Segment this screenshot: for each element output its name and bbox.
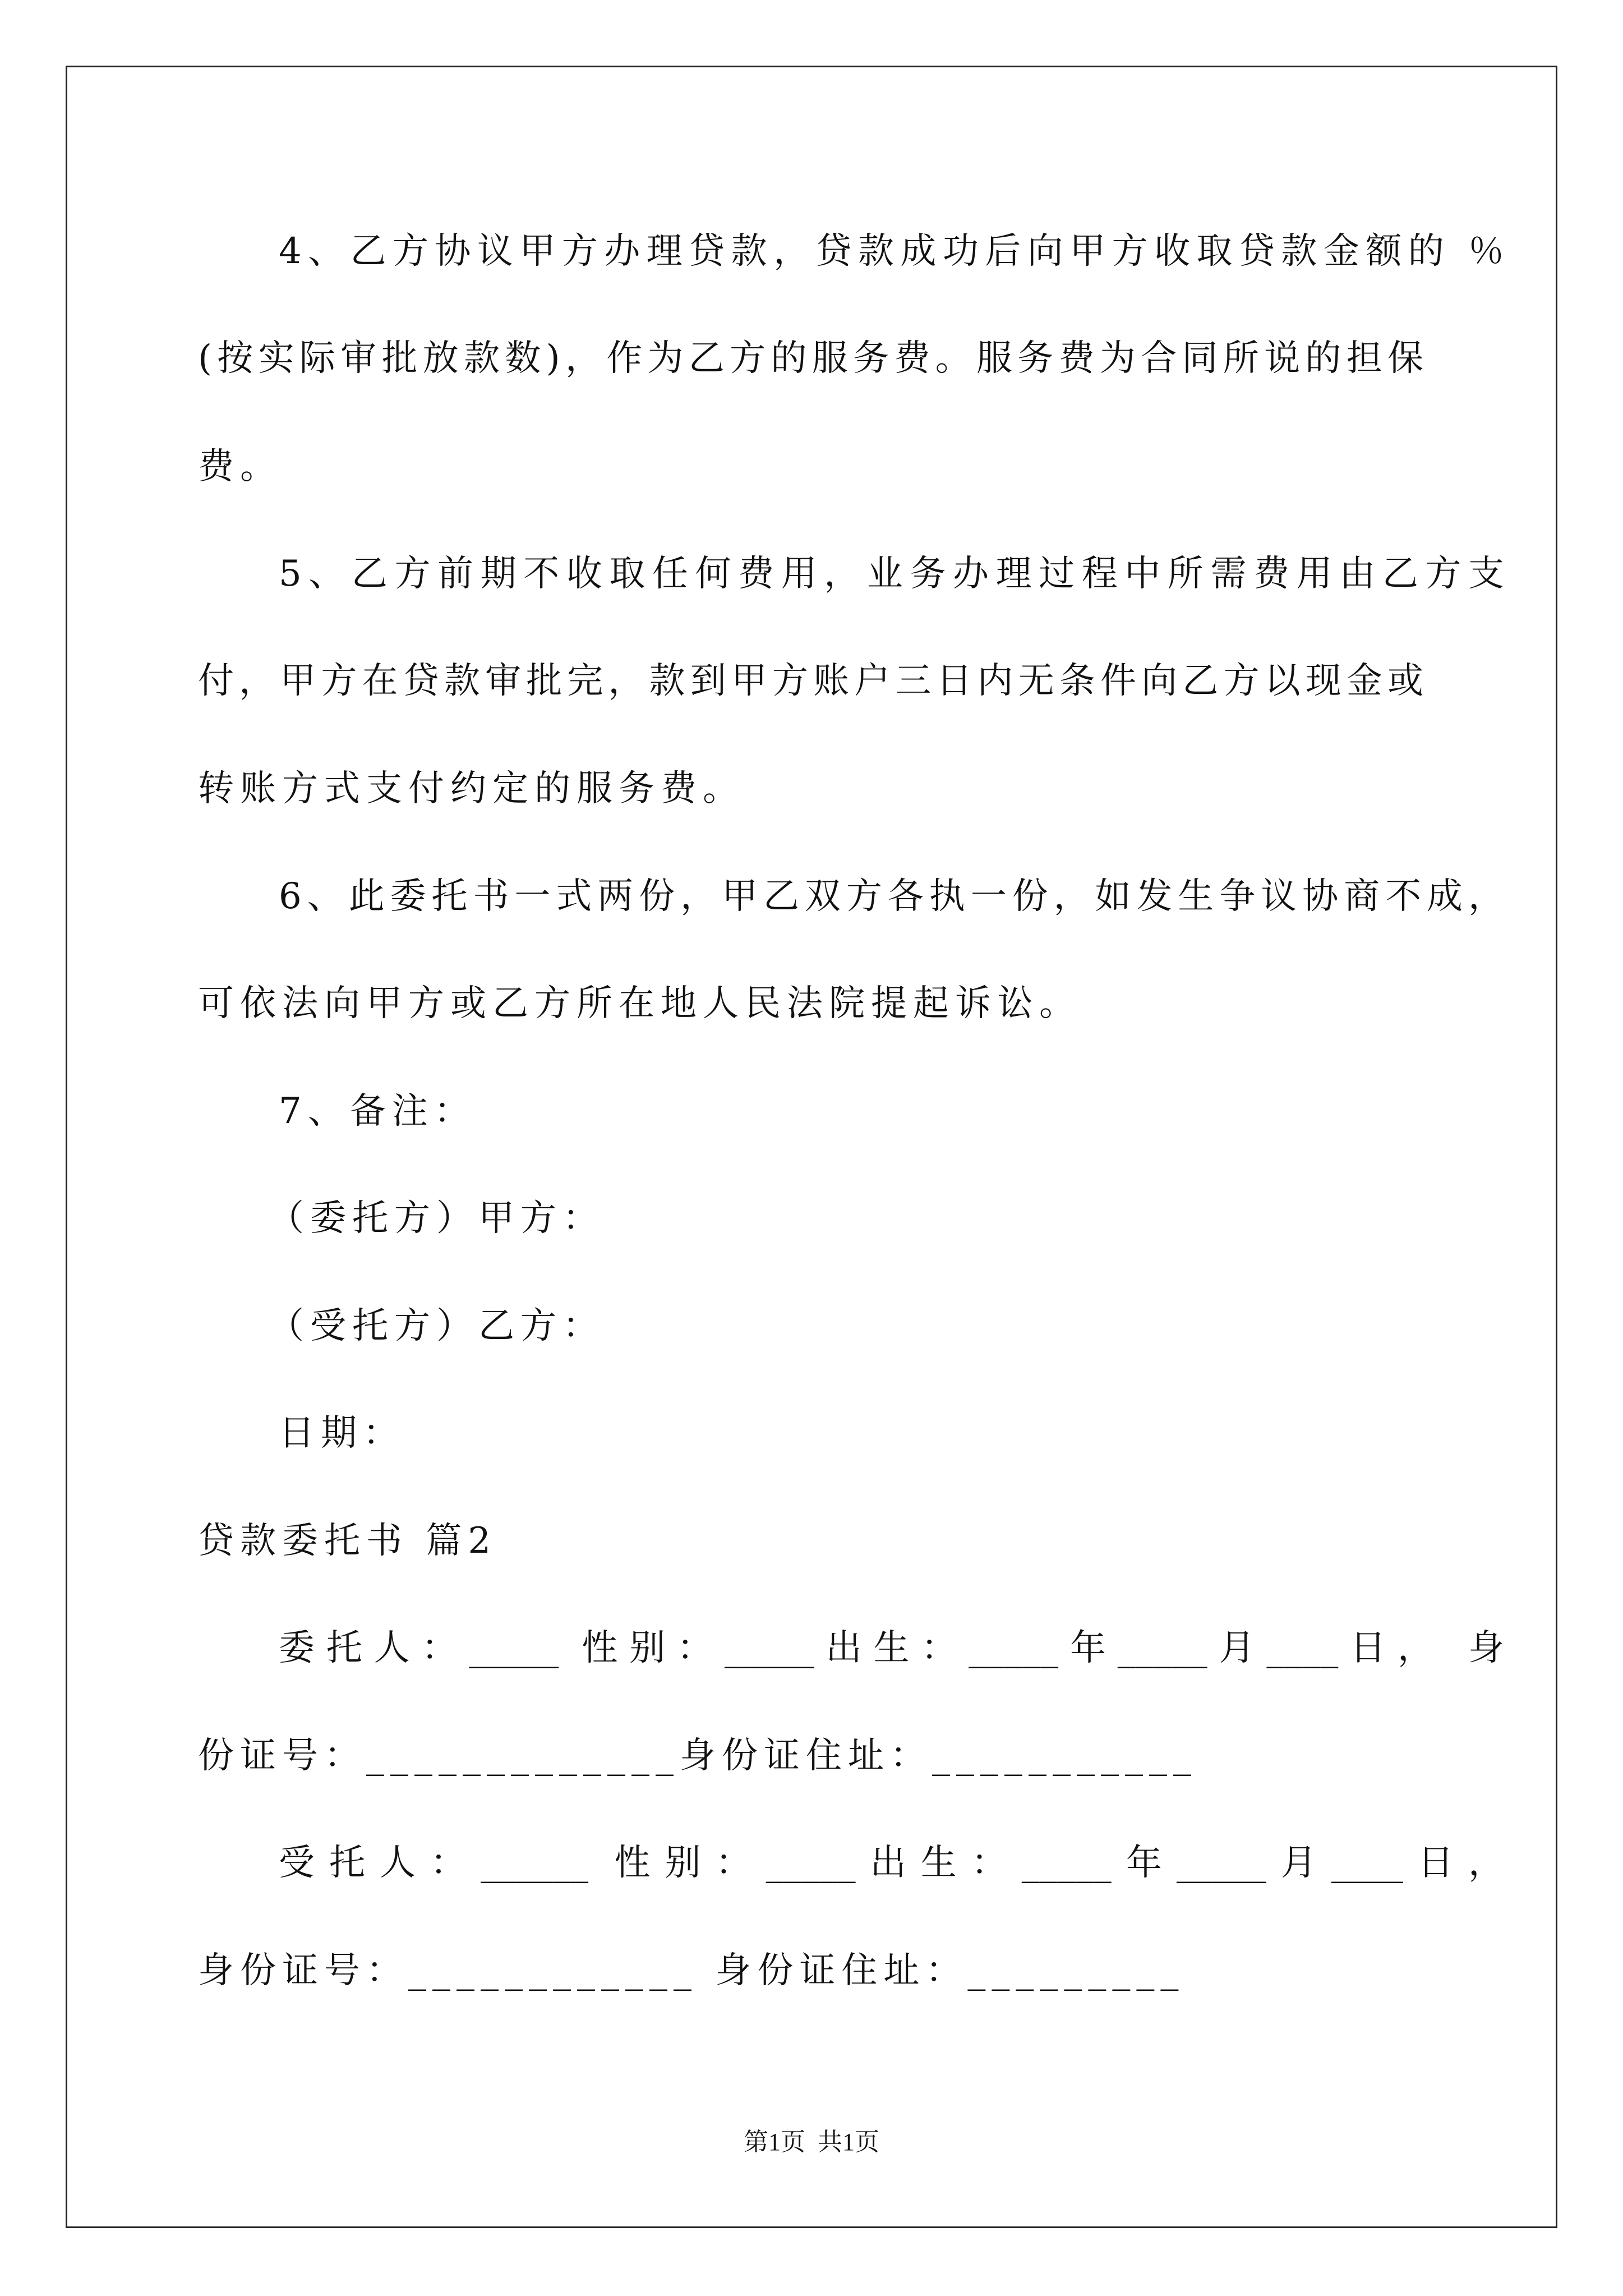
section-heading: 贷款委托书 篇2 bbox=[198, 1520, 497, 1562]
trustee-info-line-2: 身份证号：____________ 身份证住址：_________ bbox=[198, 1950, 1185, 1991]
clause-4-line-1: 4、乙方协议甲方办理贷款，贷款成功后向甲方收取贷款金额的 ％ bbox=[279, 231, 1504, 272]
clause-5-line-1: 5、乙方前期不收取任何费用，业务办理过程中所需费用由乙方支 bbox=[279, 553, 1504, 595]
date-label: 日期： bbox=[279, 1412, 405, 1454]
clause-5-line-2: 付，甲方在贷款审批完，款到甲方账户三日内无条件向乙方以现金或 bbox=[198, 660, 1423, 702]
clause-6-line-1: 6、此委托书一式两份，甲乙双方各执一份，如发生争议协商不成， bbox=[279, 876, 1504, 917]
page-footer: 第1页 共1页 bbox=[744, 2128, 879, 2156]
principal-party-a-label: （委托方）甲方： bbox=[268, 1198, 605, 1239]
principal-info-line-2: 份证号：_____________身份证住址：___________ bbox=[198, 1735, 1197, 1777]
page-border bbox=[66, 66, 1557, 2228]
trustee-party-b-label: （受托方）乙方： bbox=[268, 1305, 605, 1347]
clause-4-line-3: 费。 bbox=[198, 446, 282, 487]
clause-6-line-2: 可依法向甲方或乙方所在地人民法院提起诉讼。 bbox=[198, 983, 1081, 1024]
clause-5-line-3: 转账方式支付约定的服务费。 bbox=[198, 768, 745, 809]
clause-4-line-2: (按实际审批放款数)，作为乙方的服务费。服务费为合同所说的担保 bbox=[198, 338, 1423, 379]
principal-info-line-1: 委托人：_____ 性别：_____出生：_____年_____月____日， 身 bbox=[279, 1627, 1504, 1669]
clause-7-remarks: 7、备注： bbox=[279, 1091, 476, 1132]
trustee-info-line-1: 受托人：______ 性别：_____出生：_____年_____月____日， bbox=[279, 1842, 1504, 1884]
